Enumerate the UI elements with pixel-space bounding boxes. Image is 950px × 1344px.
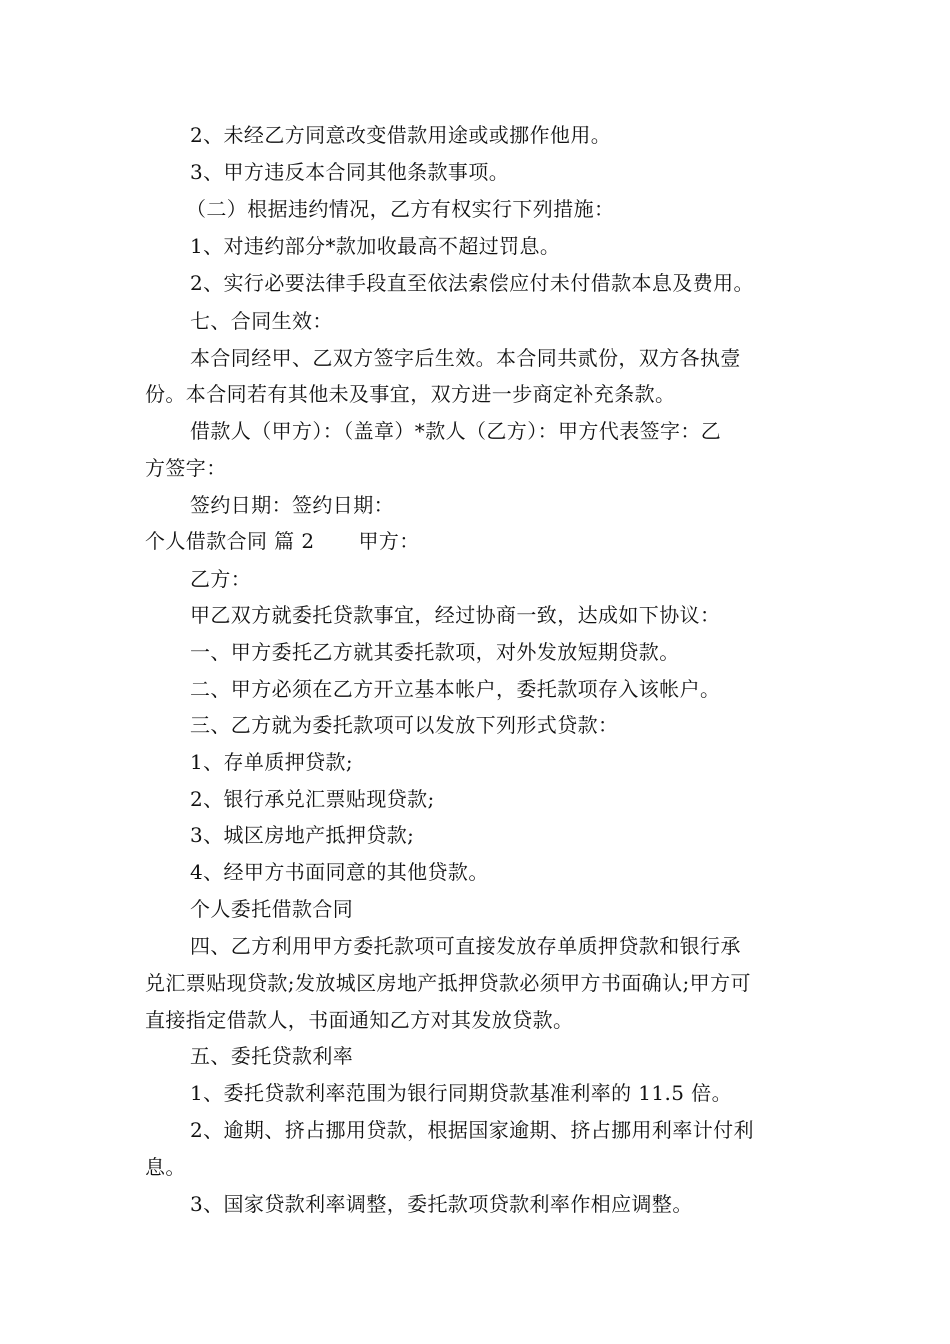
text-line: 3、国家贷款利率调整，委托款项贷款利率作相应调整。 [190,1192,693,1216]
text-line: 2、逾期、挤占挪用贷款，根据国家逾期、挤占挪用利率计付利 [190,1118,754,1142]
contract-title-line [145,528,815,554]
text-line: 1、对违约部分*款加收最高不超过罚息。 [190,234,561,258]
list-item: 3、城区房地产抵押贷款; [190,823,415,847]
section-heading: 七、合同生效： [190,309,333,333]
text-line: 1、委托贷款利率范围为银行同期贷款基准利率的 11.5 倍。 [190,1081,732,1105]
text-line: 3、甲方违反本合同其他条款事项。 [190,160,510,184]
text-line: （二）根据违约情况，乙方有权实行下列措施： [186,197,615,221]
text-line: 息。 [145,1155,186,1179]
signature-line: 借款人（甲方）：（盖章）*款人（乙方）：甲方代表签字：乙 [190,419,722,443]
text-line: 份。本合同若有其他未及事宜，双方进一步商定补充条款。 [145,382,676,406]
text-line: 本合同经甲、乙双方签字后生效。本合同共贰份，双方各执壹 [190,346,741,370]
list-item: 1、存单质押贷款; [190,750,354,774]
section-heading: 五、委托贷款利率 [190,1044,354,1068]
text-line: 四、乙方利用甲方委托款项可直接发放存单质押贷款和银行承 [190,934,741,958]
text-line: 兑汇票贴现贷款;发放城区房地产抵押贷款必须甲方书面确认;甲方可 [145,971,751,995]
text-line: 三、乙方就为委托款项可以发放下列形式贷款： [190,713,619,737]
text-line: 二、甲方必须在乙方开立基本帐户，委托款项存入该帐户。 [190,677,721,701]
list-item: 4、经甲方书面同意的其他贷款。 [190,860,489,884]
text-line: 一、甲方委托乙方就其委托款项，对外发放短期贷款。 [190,640,680,664]
signature-line: 方签字： [145,456,227,480]
text-line: 甲乙双方就委托贷款事宜，经过协商一致，达成如下协议： [190,603,721,627]
party-a-label: 甲方： [358,529,420,553]
text-line: 直接指定借款人，书面通知乙方对其发放贷款。 [145,1008,574,1032]
list-item: 2、银行承兑汇票贴现贷款; [190,787,435,811]
contract-title: 个人借款合同 篇 2 [145,529,315,553]
party-b-label: 乙方： [190,567,252,591]
text-line: 2、未经乙方同意改变借款用途或或挪作他用。 [190,123,612,147]
subheading: 个人委托借款合同 [190,897,354,921]
date-line: 签约日期：签约日期： [190,493,394,517]
text-line: 2、实行必要法律手段直至依法索偿应付未付借款本息及费用。 [190,271,754,295]
